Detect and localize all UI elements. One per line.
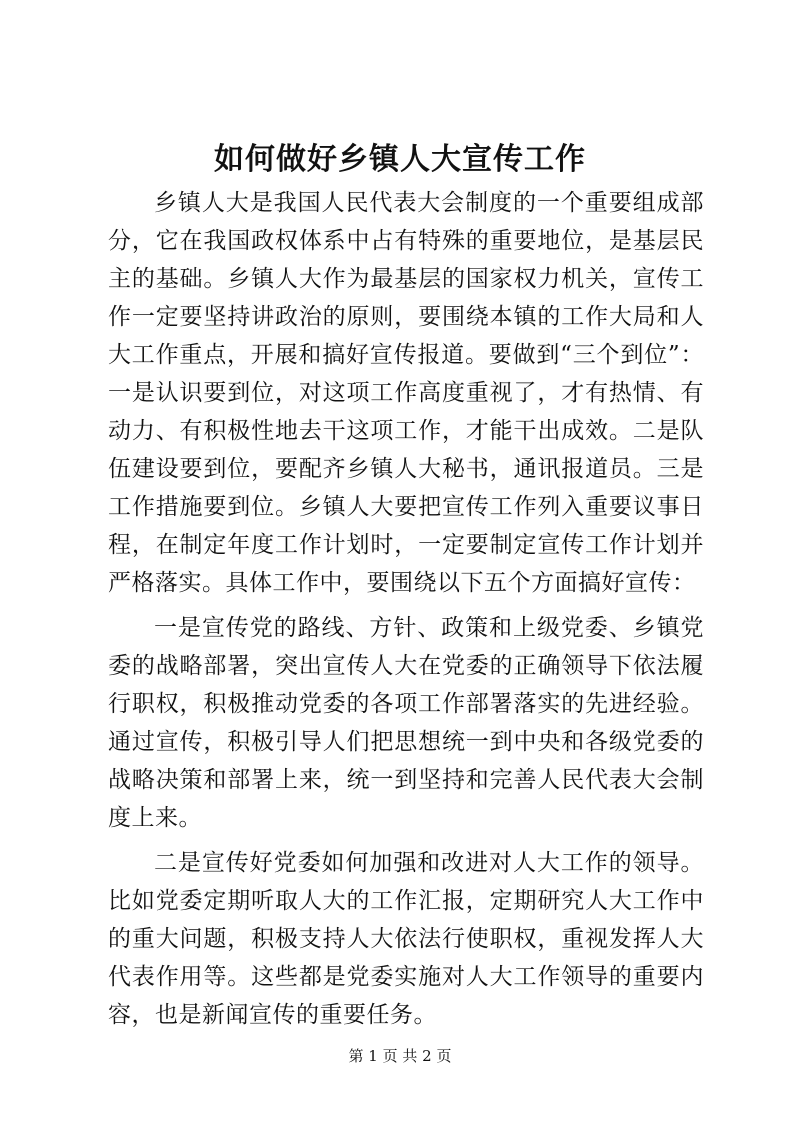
document-body [108, 184, 704, 1041]
paragraph-2: 一是宣传党的路线、方针、政策和上级党委、乡镇党委的战略部署，突出宣传人大在党委的正确领导下依法履行职权，积极推动党委的各项工作部署落实的先进经验。通过宣传，积极引导人们把思想统一到中央和各级党委的战略决策和部署上来，统一到坚持和完善人民代表大会制度上来。 [108, 615, 704, 831]
paragraph-3: 二是宣传好党委如何加强和改进对人大工作的领导。比如党委定期听取人大的工作汇报，定期研究人大工作中的重大问题，积极支持人大依法行使职权，重视发挥人大代表作用等。这些都是党委实施对人大工作领导的重要内容，也是新闻宣传的重要任务。 [108, 850, 704, 1028]
page-footer: 第 1 页 共 2 页 [348, 1047, 452, 1065]
paragraph-1: 乡镇人大是我国人民代表大会制度的一个重要组成部分，它在我国政权体系中占有特殊的重要地位，是基层民主的基础。乡镇人大作为最基层的国家权力机关，宣传工作一定要坚持讲政治的原则，要围绕本镇的工作大局和人大工作重点，开展和搞好宣传报道。要做到“三个到位”：一是认识要到位，对这项工作高度重视了，才有热情、有动力、有积极性地去干这项工作，才能干出成效。二是队伍建设要到位，要配齐乡镇人大秘书，通讯报道员。三是工作措施要到位。乡镇人大要把宣传工作列入重要议事日程，在制定年度工作计划时，一定要制定宣传工作计划并严格落实。具体工作中，要围绕以下五个方面搞好宣传： [108, 190, 704, 596]
document-title: 如何做好乡镇人大宣传工作 [214, 142, 586, 177]
